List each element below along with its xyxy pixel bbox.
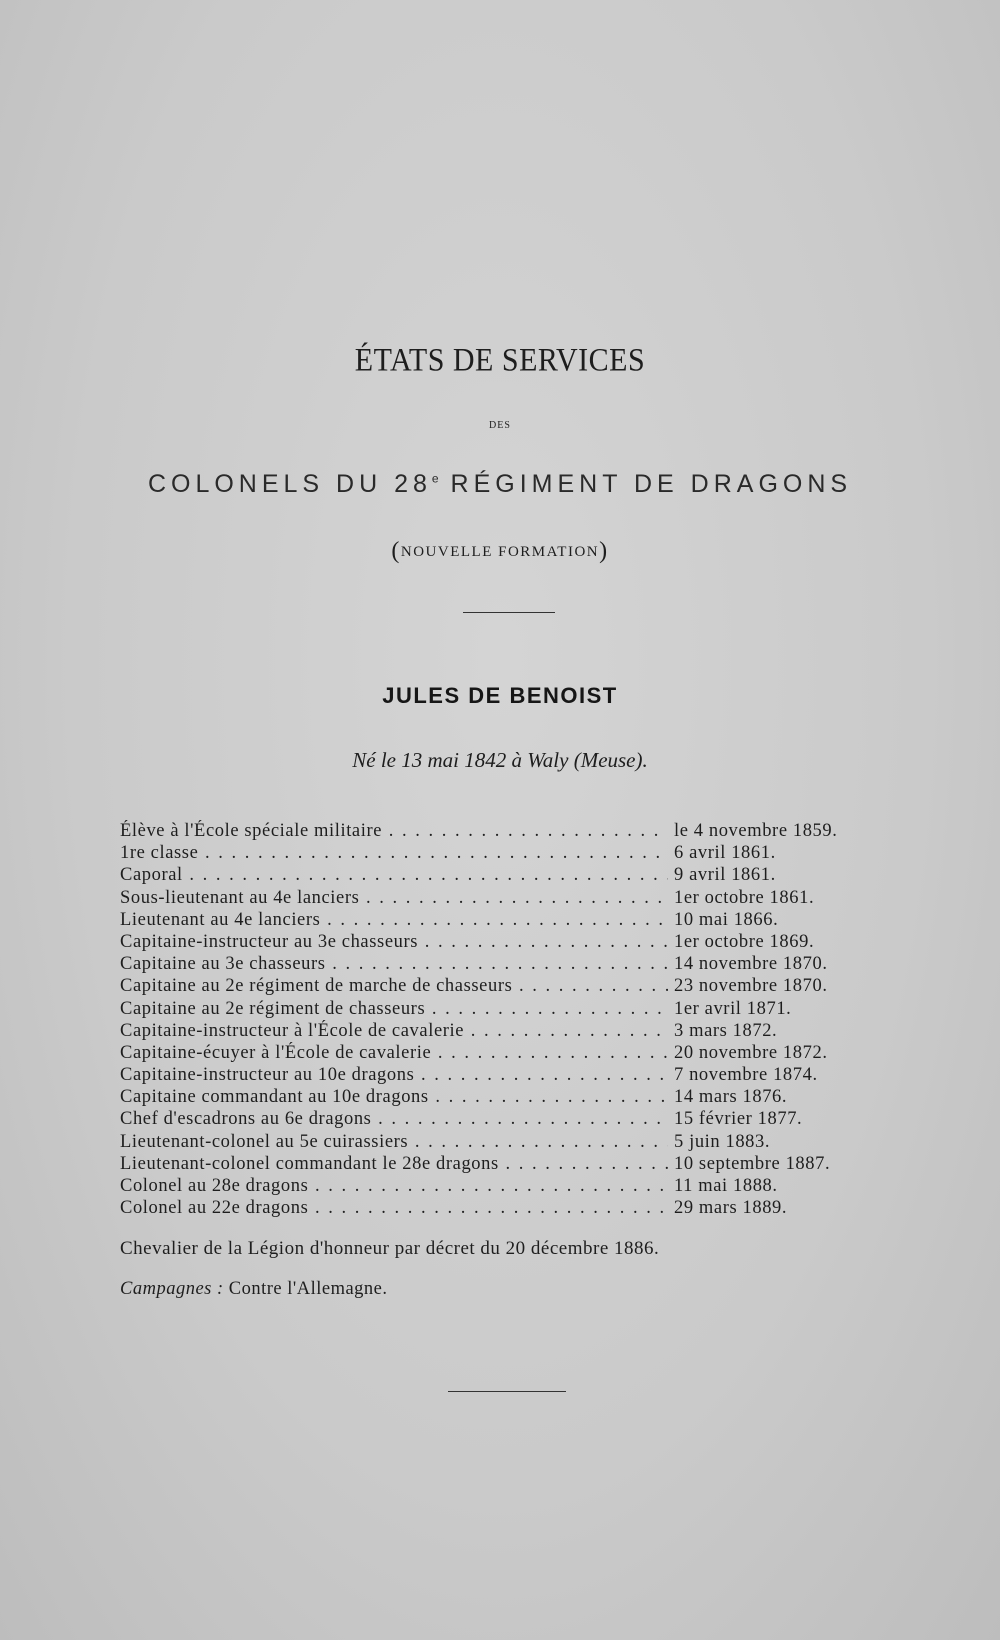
service-date: 1er octobre 1869.: [674, 931, 815, 952]
service-row: [120, 1108, 900, 1130]
service-row: [120, 931, 900, 953]
service-row: [120, 864, 900, 886]
campagnes-label: Campagnes :: [120, 1279, 224, 1299]
service-date: 9 avril 1861.: [674, 865, 776, 886]
service-row: [120, 887, 900, 909]
service-position: Capitaine au 2e régiment de marche de chasseurs . . .: [120, 975, 668, 997]
service-position: Chef d'escadrons au 6e dragons . . .: [120, 1108, 668, 1130]
service-date: 20 novembre 1872.: [674, 1042, 828, 1063]
service-position: Lieutenant au 4e lanciers . . .: [120, 909, 668, 931]
service-row: [120, 975, 900, 997]
document-subtitle: [0, 470, 1000, 499]
campagnes-line: [120, 1279, 920, 1300]
colonel-name: JULES DE BENOIST: [382, 683, 618, 708]
divider-bottom: [448, 1391, 566, 1392]
service-position: Sous-lieutenant au 4e lanciers . . .: [120, 887, 668, 909]
formation-note: [0, 538, 1000, 565]
service-date: 6 avril 1861.: [674, 843, 776, 864]
service-date: 1er avril 1871.: [674, 998, 792, 1019]
document-title: ÉTATS DE SERVICES: [354, 342, 646, 379]
subtitle-sup: e: [431, 471, 439, 486]
subtitle-pre: COLONELS DU 28: [147, 470, 432, 498]
service-row: [120, 909, 900, 931]
service-row: [120, 1153, 900, 1175]
service-row: [120, 820, 900, 842]
service-row: [120, 842, 900, 864]
service-position: Lieutenant-colonel au 5e cuirassiers . . .: [120, 1131, 668, 1153]
service-date: 10 mai 1866.: [674, 909, 779, 930]
service-position: Capitaine-instructeur à l'École de cavalerie . . .: [120, 1020, 668, 1042]
service-row: [120, 1020, 900, 1042]
service-date: 5 juin 1883.: [674, 1131, 771, 1152]
service-position: 1re classe . . .: [120, 842, 668, 864]
birth-line: Né le 13 mai 1842 à Waly (Meuse).: [352, 748, 648, 772]
service-date: 1er octobre 1861.: [674, 887, 815, 908]
service-date: 7 novembre 1874.: [674, 1065, 818, 1086]
service-position: Capitaine au 3e chasseurs . . .: [120, 953, 668, 975]
service-position: Élève à l'École spéciale militaire . . .: [120, 820, 668, 842]
service-row: [120, 1175, 900, 1197]
divider-top: [463, 612, 555, 613]
service-row: [120, 1086, 900, 1108]
service-row: [120, 1131, 900, 1153]
campagnes-value: Contre l'Allemagne.: [223, 1279, 388, 1299]
service-date: 29 mars 1889.: [674, 1198, 788, 1219]
service-date: 10 septembre 1887.: [674, 1153, 831, 1174]
service-position: Capitaine commandant au 10e dragons . . .: [120, 1086, 668, 1108]
document-des: DES: [489, 420, 511, 431]
chevalier-line: Chevalier de la Légion d'honneur par décret du 20 décembre 1886.: [120, 1238, 660, 1259]
service-row: [120, 1042, 900, 1064]
service-date: 11 mai 1888.: [674, 1176, 778, 1196]
subtitle-post: RÉGIMENT DE DRAGONS: [438, 470, 853, 498]
service-date: 3 mars 1872.: [674, 1020, 778, 1041]
service-date: 15 février 1877.: [674, 1109, 803, 1130]
service-position: Colonel au 28e dragons . . .: [120, 1175, 668, 1197]
service-position: Capitaine au 2e régiment de chasseurs . . .: [120, 998, 668, 1020]
service-row: [120, 998, 900, 1020]
service-record-list: [120, 820, 900, 1219]
service-date: 14 novembre 1870.: [674, 954, 828, 975]
service-date: 14 mars 1876.: [674, 1087, 788, 1108]
formation-open-paren: (: [391, 538, 401, 564]
service-position: Caporal . . .: [120, 864, 668, 886]
service-row: [120, 953, 900, 975]
service-position: Capitaine-écuyer à l'École de cavalerie . . .: [120, 1042, 668, 1064]
formation-close-paren: ): [599, 538, 609, 564]
formation-text: NOUVELLE FORMATION: [400, 544, 600, 560]
service-row: [120, 1197, 900, 1219]
service-position: Lieutenant-colonel commandant le 28e dragons . . .: [120, 1153, 668, 1175]
service-date: 23 novembre 1870.: [674, 976, 828, 997]
service-position: Capitaine-instructeur au 10e dragons . . .: [120, 1064, 668, 1086]
service-date: le 4 novembre 1859.: [674, 821, 838, 841]
service-position: Capitaine-instructeur au 3e chasseurs . . .: [120, 931, 668, 953]
service-row: [120, 1064, 900, 1086]
service-position: Colonel au 22e dragons . . .: [120, 1197, 668, 1219]
